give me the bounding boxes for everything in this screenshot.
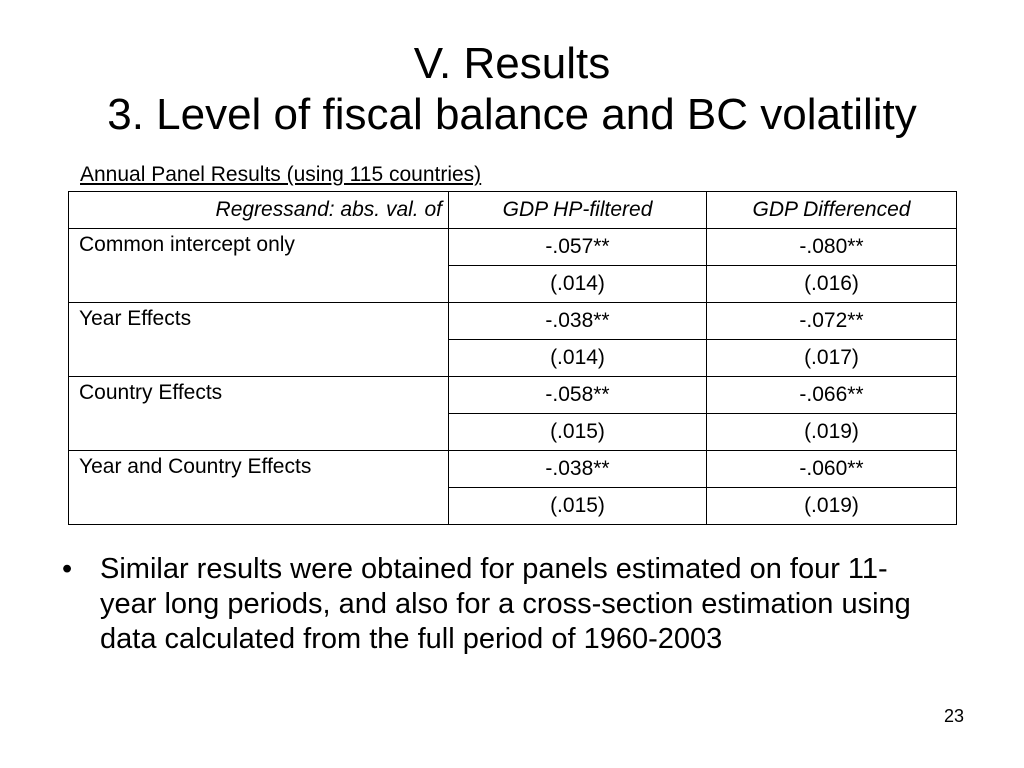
header-regressand: Regressand: abs. val. of — [69, 192, 449, 229]
se-cell: (.014) — [449, 340, 707, 377]
page-number: 23 — [943, 706, 964, 726]
coef-cell: -.060** — [707, 451, 957, 488]
results-table — [68, 191, 957, 525]
coef-cell: -.080** — [707, 229, 957, 266]
coef-cell: -.058** — [449, 377, 707, 414]
header-gdp-differenced: GDP Differenced — [707, 192, 957, 229]
row-label: Country Effects — [69, 377, 449, 451]
row-label: Year and Country Effects — [69, 451, 449, 525]
bullet-mark: • — [62, 553, 73, 585]
row-label: Year Effects — [69, 303, 449, 377]
row-label: Common intercept only — [69, 229, 449, 303]
table-row — [69, 229, 957, 266]
se-cell: (.019) — [707, 414, 957, 451]
table-row — [69, 303, 957, 340]
coef-cell: -.057** — [449, 229, 707, 266]
title-line-2: 3. Level of fiscal balance and BC volatility — [107, 90, 917, 139]
title-line-1: V. Results — [413, 39, 611, 88]
coef-cell: -.038** — [449, 451, 707, 488]
coef-cell: -.038** — [449, 303, 707, 340]
se-cell: (.017) — [707, 340, 957, 377]
table-row — [69, 451, 957, 488]
se-cell: (.014) — [449, 266, 707, 303]
se-cell: (.015) — [449, 414, 707, 451]
table-row — [69, 377, 957, 414]
header-gdp-hp-filtered: GDP HP-filtered — [449, 192, 707, 229]
coef-cell: -.072** — [707, 303, 957, 340]
bullet-item — [62, 552, 942, 657]
se-cell: (.019) — [707, 488, 957, 525]
coef-cell: -.066** — [707, 377, 957, 414]
table-header-row — [69, 192, 957, 229]
se-cell: (.015) — [449, 488, 707, 525]
slide-title — [0, 38, 1024, 140]
bullet-text: Similar results were obtained for panels estimated on four 11-year long periods, and also for a cross-section estimation using data calculated from the full period of 1960-2003 — [100, 553, 911, 655]
se-cell: (.016) — [707, 266, 957, 303]
table-caption: Annual Panel Results (using 115 countries) — [80, 163, 482, 186]
